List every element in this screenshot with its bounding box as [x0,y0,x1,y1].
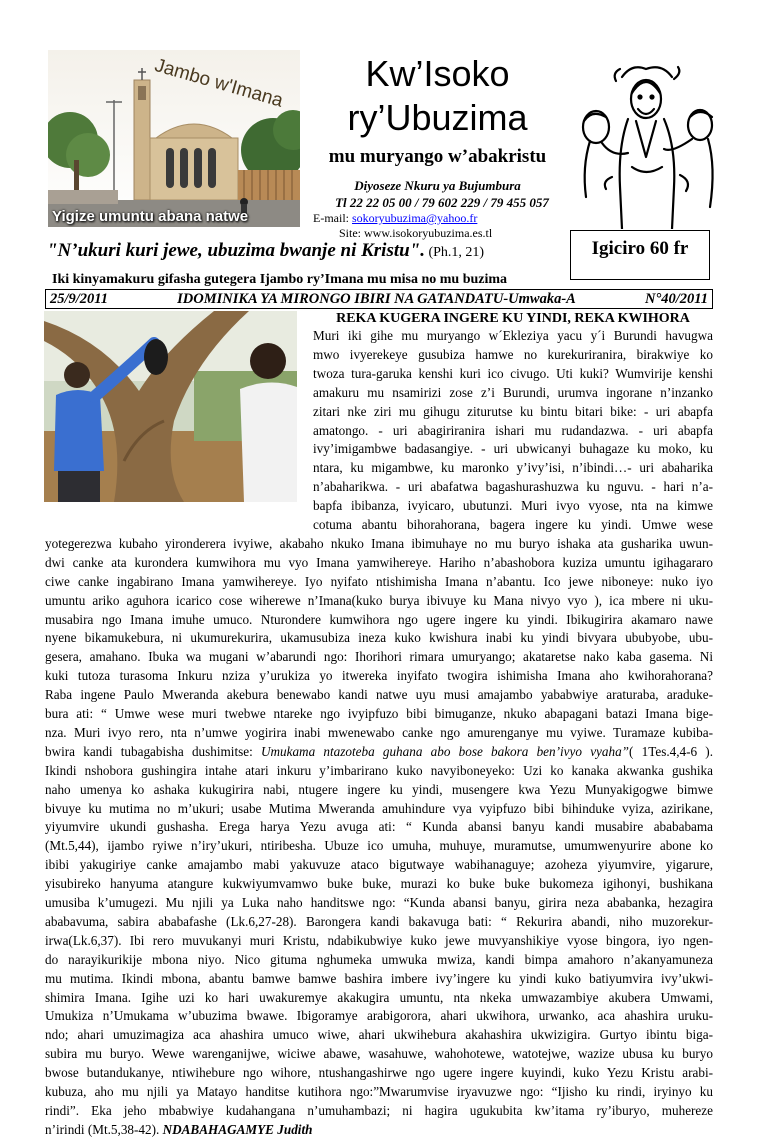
article-line: kubuza, aho mu njili ya Matayo handitse kutihora ngo:”Mwarumvise iryavuzwe ngo: “Ijisho ku rindi, iryinyo ku [45,1084,713,1099]
article-line: Muri iki gihe mu muryango w´Ekleziya yacu y´i Burundi havugwa [313,328,713,343]
article-line: n’irindi (Mt.5,38-42). NDABAHAGAMYE Judith [45,1121,313,1137]
tagline: Iki kinyamakuru gifasha gutegera Ijambo ry’Imana mu misa no mu buzima [52,272,508,287]
article-line: ababavuma, sabira ababafashe (Lk.6,27-28). Barongera kandi bakavuga bati: “ Rekurira abandi, niho muzorekur- [45,913,713,929]
sunday-name: IDOMINIKA YA MIRONGO IBIRI NA GATANDATU-Umwaka-A [177,291,576,307]
author-signature: NDABAHAGAMYE Judith [162,1121,313,1137]
emphasized-quote: Umukama ntazoteba guhana abo bose bakora ben’ivyo vyaha” [260,743,630,759]
issue-dateline [45,289,713,309]
article-line: umuntu ariko aguhora icarico cose wiherewe n’Imana(kuko burya ibivuye ku Mana nivyo vyo ), ica mbere ni uku- [45,592,713,608]
site-link[interactable]: www.isokoryubuzima.es.tl [364,226,493,240]
quote-text: "N’ukuri kuri jewe, ubuzima bwanje ni Kristu". [47,240,425,261]
article-line: Umukiza n’Umukama w’ubuzima bwawe. Ibigoramye arabigorora, ahari ukwihora, urwanko, aca ahashira uruku- [45,1008,713,1024]
article-line: n’abaharikwa. - uri abafatwa bagashurashuzwa ku nguvu. - hari n’a- [313,479,713,495]
article-line: ndo; ahari umuzimagiza aca ahashira umuco wiwe, ahari ukwihebura akahashira ukwizigira. Gurtyo ibintu biga- [45,1027,713,1043]
article-line: mwo ivyerekeye gusubiza hamwe no kurekuriranira, birakwiye ko [313,346,713,362]
article-title: REKA KUGERA INGERE KU YINDI, REKA KWIHORA [336,311,690,326]
diocese-name: Diyoseze Nkuru ya Bujumbura [354,178,521,193]
issue-date: 25/9/2011 [50,291,109,307]
article-line: musabira ngo Imana imuhe umuco. Nturondere kumwihora ngo ugere ingere ku yindi. Ibikugirira akamaro nawe [45,611,713,627]
article-line: Ikindi nshobora gushingira intahe atari inkuru y’imbarirano kuko navyiboneyeko: Uzi ko kanaka akwanka gushika [45,762,713,778]
article-line: dwi canke ata kurondera kumwihora mu vyo Imana yamwihereye. Hariho n’abashobora kuziza umuntu igihagararo [45,554,713,570]
article-line: bwose butandukanye, ntiwihebure ngo wihore, ntushangashirwe ngo ugere ingere kuyindi, kuko Yezu Kristu arabi- [45,1065,713,1081]
article-line: bwira kandi tubagabisha dushimitse: Umukama ntazoteba guhana abo bose bakora ben’ivyo vyaha”( 1Tes.4,4-6 ). [45,743,713,759]
article-line: rindi”. Eka jeho mbabwiye kudahangana n’umuhambazi; ni hagira ugukubita kw’itama ry’iburyo, muhereze [45,1102,713,1118]
article-line: cotuma abantu bihorahorana, bagera ingere ku yindi. Umwe wese [313,517,713,532]
article-line: zitari nke ziri mu gihugu ziturutse ku bintu bitari bike: - uri abapfa [313,403,713,419]
scripture-quote [47,240,484,262]
article-line: yotegerezwa kubaho yironderera ivyiwe, akabaho nkuko Imana ibimuhaye no mu buryo ishaka ata gusharika uwun- [45,535,713,551]
article-line: irwa(Lk.6,37). Ibi rero muvukanyi muri Kristu, ndabikubwiye kuko jewe muvyanshikiye vyose bingora, iyo ngen- [45,932,713,948]
article-line: subira mu buryo. Wewe warenganijwe, wiciwe abawe, wasahuwe, wahohotewe, watotejwe, wazize ubusa ku buryo [45,1046,713,1062]
article-line: mu mutima. Ikindi mbona, abantu bamwe bamwe bashira imbere ivy’ingere ku yindi kuko batiyumvira ivy’ukwi- [45,970,713,986]
site-label: Site: [339,226,365,240]
email-label: E-mail: [313,211,352,225]
photo-caption: Yigize umuntu abana natwe [52,208,249,225]
article-line: kuki tutoza turasoma Inkuru nziza y’urukiza yo itwereka inyifato twogira ishimisha Imana aho kwihorahorana? [45,668,713,684]
article-line: shimira Imana. Igihe uzi ko hari uwakuremye akakugira umuntu, nta nkeka umwazambiye akubera Umwami, [45,989,713,1005]
cathedral-photo [48,50,300,227]
article-line: gesera, amahano. Ibuka wa mugani w’abarundi ngo: Ihorihori rimara umuryango; akataretse nako kaba gasema. Ni [45,649,713,665]
phone-numbers: Tl 22 22 05 00 / 79 602 229 / 79 455 057 [335,195,549,210]
article-line: umusiba k’umugezi. Mu njili ya Luka naho handitswe ngo: “Kunda abansi banyu, girira neza ababanka, hezagira [45,895,713,910]
article-line: yiyumvire ukundi gushasha. Erega harya Yezu avuga ati: “ Kunda abansi banyu kandi musabire abababama [45,819,713,835]
article-line: ibibi yakugiriye canke amajambo mabi yakuvuze ataco bigutwaye wabihanaguye; azoheza yiyumvire, yigarure, [45,857,713,873]
article-line: ivy’imigambwe badasangiye. - uri ubwicanyi buhagaze ku moko, ku [313,441,713,457]
article-line: amatongo. - uri abagiriranira ishari mu rudandazwa. - uri abapfa [313,422,713,438]
article-line: naho umenya ko ashaka kukugirira nabi, ntugere ingere ku yindi, musengere kwa Yezu Munyakigogwe bimwe [45,781,713,797]
masthead-title-line1: Kw’Isoko [365,53,510,94]
photo-script-text: Jambo w'Imana [152,55,286,112]
price-box: Igiciro 60 fr [570,230,710,280]
article-line: nyene bikamukebura, ni ukumurekurira, ukamusubiza ineza kuko kwishura inabi ku yindi bivyara ububyobe, ubu- [45,630,713,646]
email-line [313,211,477,226]
masthead-title-line2: ry’Ubuzima [347,97,528,138]
quote-reference: (Ph.1, 21) [424,245,485,260]
article-line: (Mt.5,44), ijambo ryiwe n’iry’ukuri, ntiribesha. Ubuze ico umuha, muhuye, muramutse, umumwenyurire abone ko [45,838,713,854]
article-line: bura ati: “ Umwe wese muri twebwe ntareke ngo ivyipfuzo bibi bimuganze, nkuko abapagani batazi Imana bige- [45,706,713,721]
article-line: twoza tura-garuka kenshi kuri ico civugo. Uti kuki? Wumvirije kenshi [313,365,713,381]
two-men-tree-photo [44,311,297,502]
article-line: do narayikurikije mbona niyo. Nico gituma nghumeka umwuka mwiza, kandi bimpa amahoro n’akanyamuneza [45,951,713,967]
site-line [339,226,492,241]
shepherd-illustration [572,57,720,229]
issue-number: N°40/2011 [644,291,708,307]
article-line: bivuye ku mutima no m’ukuri; usabe Mutima Mweranda amuhindure vya vyipfuzo bibi bihinduke vyiza, azirikane, [45,800,713,816]
article-line: yisubireko hanyuma atangure kukwiyumvamwo buke buke, murazi ko buke buke bukomeza igihonyi, bushikana [45,876,713,892]
article-line: Raba ingene Paulo Mweranda akebura benewabo kandi natwe uyu musi amajambo yababwiye araturaba, araduke- [45,687,713,703]
article-line: ntara, ku migambwe, ku maronko y’ivy’isi, n’ibindi…- uri abaharika [313,460,713,476]
masthead-subtitle: mu muryango w’abakristu [328,146,547,167]
email-link[interactable]: sokoryubuzima@yahoo.fr [352,211,478,225]
article-line: nza. Muri ivyo rero, nta n’umwe yogirira inabi mwenewabo canke ngo amurenganye mu vyiwe. Turamaze kubiba- [45,724,713,740]
article-line: bapfa ibibanza, ivyicaro, ubutunzi. Muri ivyo vyose, nta na kimwe [313,498,713,514]
article-line: amakuru mu nsamirizi zose z’i Burundi, urumva ingorane n’inzanko [313,384,713,400]
article-line: ciwe canke ingabirano Imana yamwihereye. Iyo nyifato ntishimisha Imana n’abantu. Ico jewe niboneye: nuko iyo [45,573,713,589]
